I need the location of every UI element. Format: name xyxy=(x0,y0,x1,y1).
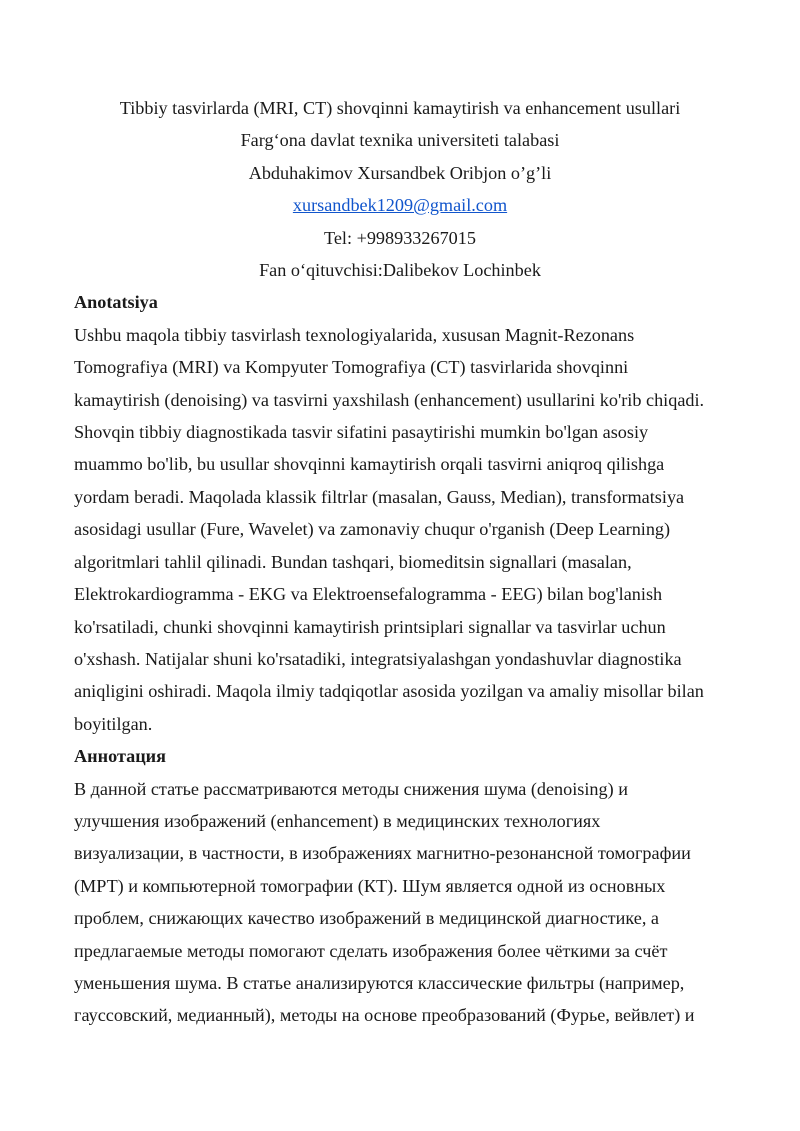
document-page xyxy=(74,92,726,1032)
abstract-ru-paragraph xyxy=(74,773,726,1032)
abstract-uz-line: ko'rsatiladi, chunki shovqinni kamaytirish printsiplari signallar va tasvirlar uchun xyxy=(74,616,666,637)
abstract-uz-line: Ushbu maqola tibbiy tasvirlash texnologiyalarida, xususan Magnit-Rezonans xyxy=(74,324,635,345)
author-name: Abduhakimov Xursandbek Oribjon o’g’li xyxy=(248,162,552,183)
abstract-uz-heading: Anotatsiya xyxy=(74,292,158,313)
abstract-uz-line: boyitilgan. xyxy=(74,713,153,734)
abstract-uz-line: o'xshash. Natijalar shuni ko'rsatadiki, integratsiyalashgan yondashuvlar diagnostika xyxy=(74,648,682,669)
abstract-uz-line: kamaytirish (denoising) va tasvirni yaxshilash (enhancement) usullarini ko'rib chiqadi. xyxy=(74,389,705,410)
abstract-uz-line: asosidagi usullar (Fure, Wavelet) va zamonaviy chuqur o'rganish (Deep Learning) xyxy=(74,519,671,540)
author-email-line xyxy=(74,189,726,221)
abstract-ru-line: (МРТ) и компьютерной томографии (КТ). Шум является одной из основных xyxy=(74,875,666,896)
abstract-uz-line: Shovqin tibbiy diagnostikada tasvir sifatini pasaytirishi mumkin bo'lgan asosiy xyxy=(74,422,649,443)
paper-title: Tibbiy tasvirlarda (MRI, CT) shovqinni kamaytirish va enhancement usullari xyxy=(119,98,681,118)
abstract-ru-heading: Аннотация xyxy=(74,746,166,767)
author-email-link[interactable]: xursandbek1209@gmail.com xyxy=(292,195,508,216)
abstract-ru-line: улучшения изображений (enhancement) в медицинских технологиях xyxy=(74,810,601,831)
abstract-uz-line: aniqligini oshiradi. Maqola ilmiy tadqiqotlar asosida yozilgan va amaliy misollar bilan xyxy=(74,681,704,702)
author-affiliation: Farg‘ona davlat texnika universiteti talabasi xyxy=(240,130,560,151)
abstract-ru-line: В данной статье рассматриваются методы снижения шума (denoising) и xyxy=(74,778,628,799)
abstract-uz-paragraph xyxy=(74,319,726,740)
abstract-uz-line: Tomografiya (MRI) va Kompyuter Tomografiya (CT) tasvirlarida shovqinni xyxy=(74,357,629,378)
supervisor-line: Fan o‘qituvchisi:Dalibekov Lochinbek xyxy=(259,260,541,281)
abstract-uz-line: algoritmlari tahlil qilinadi. Bundan tashqari, biomeditsin signallari (masalan, xyxy=(74,551,632,572)
abstract-ru-line: предлагаемые методы помогают сделать изображения более чёткими за счёт xyxy=(74,940,668,961)
author-phone: Tel: +998933267015 xyxy=(324,227,476,248)
abstract-ru-line: проблем, снижающих качество изображений в медицинской диагностике, а xyxy=(74,908,659,929)
abstract-ru-line: гауссовский, медианный), методы на основе преобразований (Фурье, вейвлет) и xyxy=(74,1005,695,1026)
abstract-uz-line: yordam beradi. Maqolada klassik filtrlar (masalan, Gauss, Median), transformatsiya xyxy=(74,486,685,507)
abstract-ru-line: уменьшения шума. В статье анализируются классические фильтры (например, xyxy=(74,972,685,993)
abstract-ru-line: визуализации, в частности, в изображениях магнитно-резонансной томографии xyxy=(74,843,691,864)
abstract-uz-line: Elektrokardiogramma - EKG va Elektroensefalogramma - EEG) bilan bog'lanish xyxy=(74,584,663,605)
abstract-uz-line: muammo bo'lib, bu usullar shovqinni kamaytirish orqali tasvirni aniqroq qilishga xyxy=(74,454,665,475)
